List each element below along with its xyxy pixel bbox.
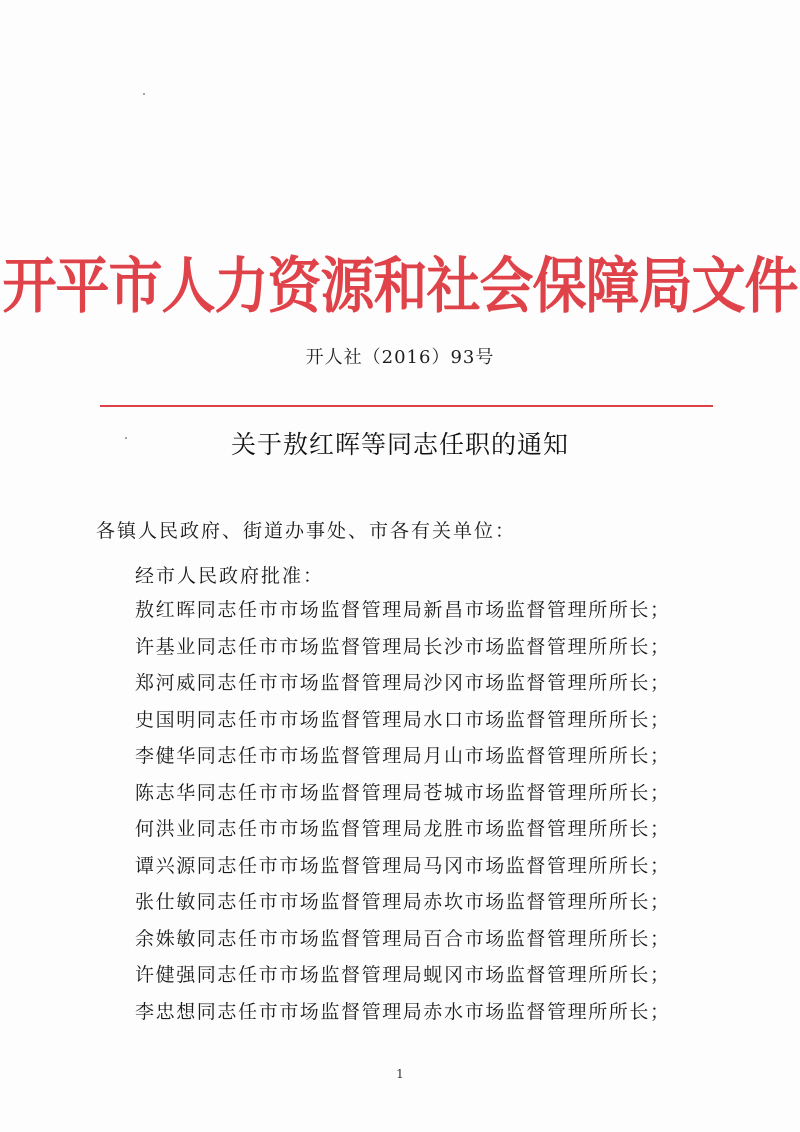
scan-speck [143,93,145,95]
appointment-item: 史国明同志任市市场监督管理局水口市场监督管理所所长； [135,708,671,731]
appointment-item: 余姝敏同志任市市场监督管理局百合市场监督管理所所长； [135,927,671,950]
appointment-item: 张仕敏同志任市市场监督管理局赤坎市场监督管理所所长； [135,891,671,913]
intro-line: 经市人民政府批准： [135,565,325,587]
appointment-item: 郑河威同志任市市场监督管理局沙冈市场监督管理所所长； [135,672,671,694]
appointment-item: 敖红晖同志任市市场监督管理局新昌市场监督管理所所长； [135,599,671,621]
scan-speck [125,437,127,439]
notice-title: 关于敖红晖等同志任职的通知 [230,430,569,459]
document-masthead: 开平市人力资源和社会保障局文件 [2,250,798,321]
appointment-list [135,598,695,1036]
document-number: 开人社（2016）93号 [305,347,495,368]
red-divider-line [100,405,713,407]
appointment-item: 陈志华同志任市市场监督管理局苍城市场监督管理所所长； [135,781,671,804]
page-number: 1 [396,1067,404,1081]
salutation: 各镇人民政府、街道办事处、市各有关单位： [96,520,517,542]
appointment-item: 谭兴源同志任市市场监督管理局马冈市场监督管理所所长； [135,854,671,877]
appointment-item: 李忠想同志任市市场监督管理局赤水市场监督管理所所长； [135,1000,671,1023]
appointment-item: 许基业同志任市市场监督管理局长沙市场监督管理所所长； [135,635,671,658]
appointment-item: 李健华同志任市市场监督管理局月山市场监督管理所所长； [135,745,671,767]
appointment-item: 何洪业同志任市市场监督管理局龙胜市场监督管理所所长； [135,818,671,840]
appointment-item: 许健强同志任市市场监督管理局蚬冈市场监督管理所所长； [135,964,671,986]
